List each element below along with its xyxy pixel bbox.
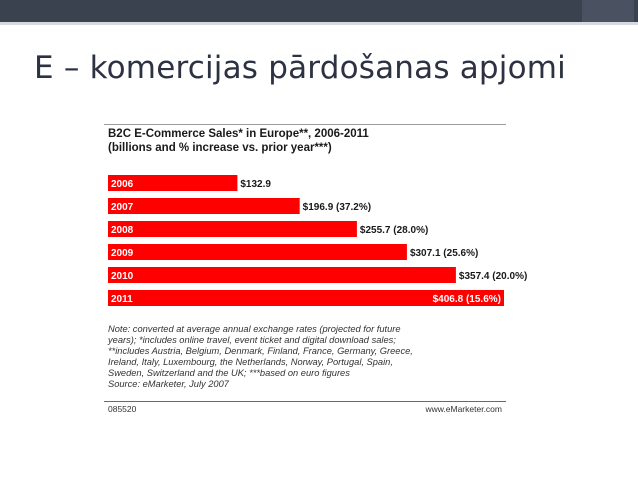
chart-title-line-2: (billions and % increase vs. prior year***) — [108, 142, 332, 154]
category-label-2011: 2011 — [111, 294, 133, 305]
note-line: **includes Austria, Belgium, Denmark, Finland, France, Germany, Greece, — [108, 346, 413, 356]
note-line: Note: converted at average annual exchange rates (projected for future — [108, 324, 401, 334]
bar-2007 — [108, 198, 300, 214]
chart-footer — [104, 401, 506, 418]
chart-figure — [104, 124, 528, 417]
chart-title-line-1: B2C E-Commerce Sales* in Europe**, 2006-2011 — [108, 128, 369, 140]
bar-2009 — [108, 244, 407, 260]
chart-notes — [108, 324, 504, 390]
data-label-2009: $307.1 (25.6%) — [409, 248, 479, 259]
data-label-2010: $357.4 (20.0%) — [458, 271, 528, 282]
bar-chart — [104, 125, 528, 325]
category-label-2010: 2010 — [111, 271, 134, 282]
category-label-2008: 2008 — [111, 225, 134, 236]
chart-id: 085520 — [108, 404, 137, 414]
bar-2010 — [108, 267, 456, 283]
note-line: Source: eMarketer, July 2007 — [108, 379, 229, 389]
note-line: years); *includes online travel, event ticket and digital download sales; — [108, 335, 396, 345]
slide-header-bar — [0, 0, 638, 22]
note-line: Sweden, Switzerland and the UK; ***based on euro figures — [108, 368, 350, 378]
bar-2008 — [108, 221, 357, 237]
slide-title: E – komercijas pārdošanas apjomi — [34, 50, 566, 86]
header-stripe — [0, 22, 638, 25]
data-label-2006: $132.9 — [240, 179, 271, 190]
note-line: Ireland, Italy, Luxembourg, the Netherlands, Norway, Portugal, Spain, — [108, 357, 393, 367]
category-label-2006: 2006 — [111, 179, 134, 190]
category-label-2007: 2007 — [111, 202, 134, 213]
data-label-2011: $406.8 (15.6%) — [432, 294, 501, 305]
header-tab — [582, 0, 634, 22]
chart-source-brand: www.eMarketer.com — [425, 404, 502, 414]
category-label-2009: 2009 — [111, 248, 134, 259]
data-label-2008: $255.7 (28.0%) — [359, 225, 429, 236]
data-label-2007: $196.9 (37.2%) — [302, 202, 372, 213]
